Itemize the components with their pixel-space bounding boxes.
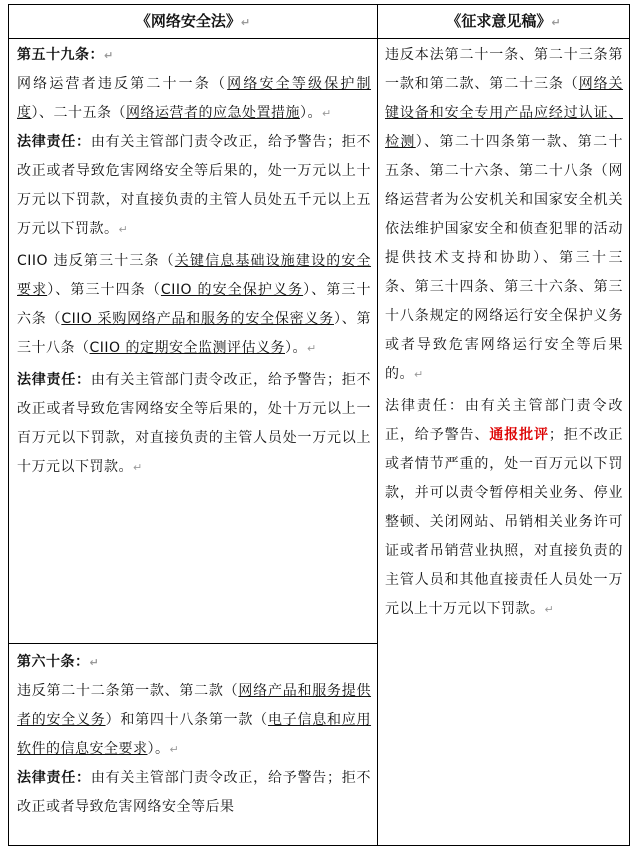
article-59-liability-1: 法律责任：由有关主管部门责令改正，给予警告；拒不改正或者导致危害网络安全等后果的，处一万元以上十万元以下罚款，对直接负责的主管人员处五千元以上五万元以下罚款。↵ bbox=[17, 134, 372, 237]
article-59-title: 第五十九条：↵ bbox=[17, 47, 114, 63]
header-divider bbox=[9, 38, 629, 39]
draft-liability: 法律责任：由有关主管部门责令改正，给予警告、通报批评；拒不改正或者情节严重的，处一百万元以下罚款，并可以责令暂停相关业务、停业整顿、关闭网站、吊销相关业务许可证或者吊销营业执照，对直接负责的主管人员和其他直接责任人员处一万元以上十万元以下罚款。↵ bbox=[385, 398, 624, 617]
article-59-liability-2: 法律责任：由有关主管部门责令改正，给予警告；拒不改正或者导致危害网络安全等后果的，处十万元以上一百万元以下罚款，对直接负责的主管人员处一万元以上十万元以下罚款。↵ bbox=[17, 372, 372, 475]
comparison-table bbox=[8, 4, 630, 846]
article-60-liability: 法律责任：由有关主管部门责令改正，给予警告；拒不改正或者导致危害网络安全等后果 bbox=[17, 770, 372, 815]
article-60-title: 第六十条：↵ bbox=[17, 654, 100, 670]
article-59 bbox=[17, 41, 371, 482]
paragraph-mark: ↵ bbox=[551, 16, 561, 29]
draft-violation: 违反本法第二十一条、第二十三条第一款和第二款、第二十三条（网络关键设备和安全专用产品应经过认证、检测）、第二十四条第一款、第二十五条、第二十六条、第二十八条（网络运营者为公安机关和国家安全机关依法维护国家安全和侦查犯罪的活动提供技术支持和协助）、第三十三条、第三十四条、第三十六条、第三十八条规定的网络运行安全保护义务或者导致危害网络运行安全等后果的。↵ bbox=[385, 47, 624, 382]
paragraph-mark: ↵ bbox=[240, 16, 251, 29]
article-59-ciio: CIIO 违反第三十三条（关键信息基础设施建设的安全要求）、第三十四条（CIIO 的安全保护义务）、第三十六条（CIIO 采购网络产品和服务的安全保密义务）、第三十八条（CIIO 的定期安全监测评估义务）。↵ bbox=[17, 253, 372, 356]
right-column-header: 《征求意见稿》↵ bbox=[446, 12, 561, 30]
column-divider bbox=[377, 5, 378, 845]
article-60-violation: 违反第二十二条第一款、第二款（网络产品和服务提供者的安全义务）和第四十八条第一款（电子信息和应用软件的信息安全要求）。↵ bbox=[17, 683, 372, 757]
article-60 bbox=[17, 648, 371, 822]
draft-provision bbox=[385, 41, 623, 624]
row-divider bbox=[9, 643, 377, 644]
article-59-violation: 网络运营者违反第二十一条（网络安全等级保护制度）、二十五条（网络运营者的应急处置措施）。↵ bbox=[17, 76, 372, 121]
left-column-header: 《网络安全法》↵ bbox=[135, 12, 251, 30]
